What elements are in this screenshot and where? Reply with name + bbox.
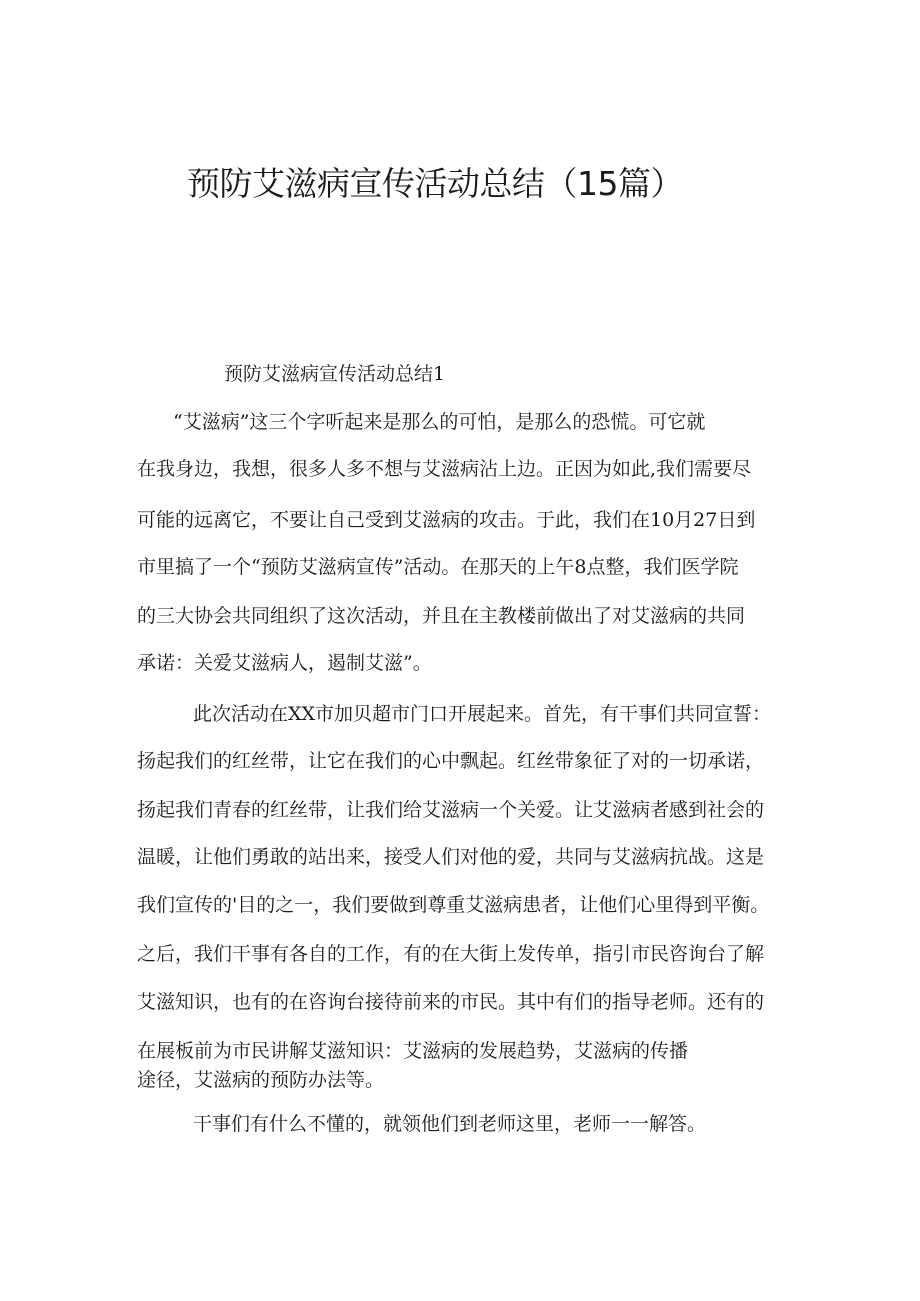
- paragraph-line: 承诺：关爱艾滋病人，遏制艾滋”。: [137, 652, 432, 674]
- paragraph-line: 途径，艾滋病的预防办法等。: [137, 1069, 385, 1091]
- paragraph-line: 干事们有什么不懂的，就领他们到老师这里，老师一一解答。: [193, 1113, 707, 1135]
- paragraph-line: “艾滋病”这三个字听起来是那么的可怕，是那么的恐慌。可它就: [173, 411, 706, 433]
- document-title: 预防艾滋病宣传活动总结（15篇）: [187, 164, 683, 203]
- paragraph-line: 扬起我们青春的红丝带，让我们给艾滋病一个关爱。让艾滋病者感到社会的: [137, 799, 765, 821]
- paragraph-line: 我们宣传的'目的之一，我们要做到尊重艾滋病患者，让他们心里得到平衡。: [137, 894, 770, 916]
- paragraph-line: 可能的远离它，不要让自己受到艾滋病的攻击。于此，我们在10月27日到: [137, 509, 756, 531]
- paragraph-line: 在我身边，我想，很多人多不想与艾滋病沾上边。正因为如此,我们需要尽: [137, 458, 752, 480]
- paragraph-line: 此次活动在XX市加贝超市门口开展起来。首先，有干事们共同宣誓：: [193, 703, 772, 725]
- paragraph-line: 市里搞了一个“预防艾滋病宣传”活动。在那天的上午8点整，我们医学院: [137, 556, 739, 578]
- section-heading: 预防艾滋病宣传活动总结1: [224, 363, 446, 385]
- paragraph-line: 的三大协会共同组织了这次活动，并且在主教楼前做出了对艾滋病的共同: [137, 605, 746, 627]
- paragraph-line: 之后，我们干事有各自的工作，有的在大街上发传单，指引市民咨询台了解: [137, 943, 765, 965]
- paragraph-line: 温暖，让他们勇敢的站出来，接受人们对他的爱，共同与艾滋病抗战。这是: [137, 846, 765, 868]
- paragraph-line: 艾滋知识，也有的在咨询台接待前来的市民。其中有们的指导老师。还有的: [137, 991, 765, 1013]
- paragraph-line: 在展板前为市民讲解艾滋知识：艾滋病的发展趋势，艾滋病的传播: [137, 1040, 689, 1062]
- paragraph-line: 扬起我们的红丝带，让它在我们的心中飘起。红丝带象征了对的一切承诺，: [137, 750, 765, 772]
